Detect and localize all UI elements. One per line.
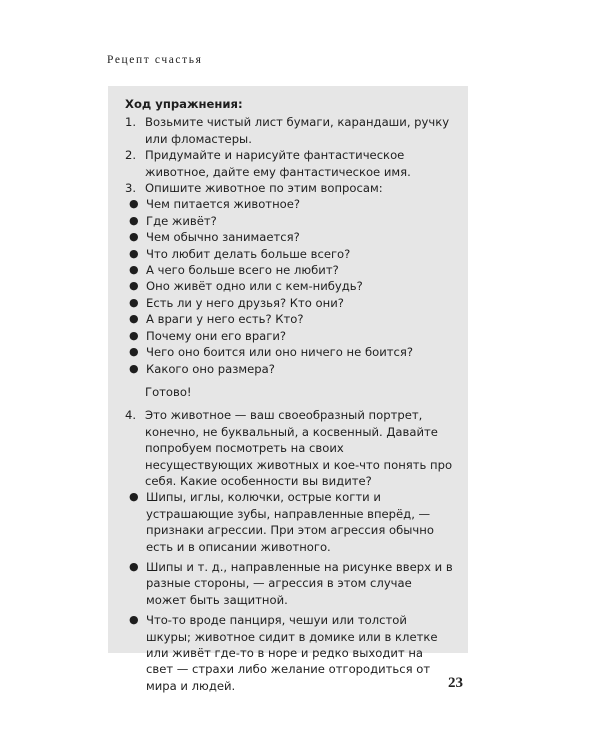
step-3: [125, 180, 453, 196]
step-2: [125, 147, 453, 180]
step-text: Возьмите чистый лист бумаги, карандаши, ручку или фломастеры.: [145, 115, 450, 146]
bullet-icon: ●: [129, 361, 139, 375]
question-list: [125, 196, 453, 376]
question-item: ● А чего больше всего не любит?: [129, 263, 339, 278]
exercise-content: [125, 96, 453, 694]
bullet-icon: ●: [129, 345, 139, 359]
running-head: Рецепт счастья: [107, 54, 203, 66]
interpretation-item: ● Что-то вроде панциря, чешуи или толстой шкуры; животное сидит в домике или в клетке или живёт где-то в норе и редко выходит на свет — страхи либо желание отгородиться от мира и людей.: [129, 613, 438, 693]
interpretation-item: ● Шипы и т. д., направленные на рисунке вверх и в разные стороны, — агрессия в этом случае может быть защитной.: [129, 559, 453, 607]
bullet-icon: ●: [129, 312, 139, 326]
step-1: [125, 114, 453, 147]
question-item: ● Чем питается животное?: [129, 197, 301, 212]
question-item: ● Чем обычно занимается?: [129, 230, 300, 245]
question-item: ● А враги у него есть? Кто?: [129, 312, 304, 327]
bullet-icon: ●: [129, 559, 139, 573]
page-number: 23: [448, 675, 463, 691]
step-number: 2.: [125, 148, 137, 163]
interpretation-list: [125, 489, 453, 694]
bullet-icon: ●: [129, 230, 139, 244]
bullet-icon: ●: [129, 263, 139, 277]
bullet-icon: ●: [129, 328, 139, 342]
step-text: Это животное — ваш своеобразный портрет, конечно, не буквальный, а косвенный. Давайте попробуем посмотреть на своих несуществующих животных и кое-что понять про себя. Какие особенности вы видите?: [145, 408, 453, 488]
question-item: ● Оно живёт одно или с кем-нибудь?: [129, 279, 363, 294]
question-item: ● Что любит делать больше всего?: [129, 246, 351, 261]
step-text: Опишите животное по этим вопросам:: [145, 181, 383, 196]
bullet-icon: ●: [129, 613, 139, 627]
bullet-icon: ●: [129, 197, 139, 211]
step-text: Придумайте и нарисуйте фантастическое животное, дайте ему фантастическое имя.: [145, 148, 411, 179]
exercise-heading: Ход упражнения:: [125, 97, 243, 111]
step-number: 3.: [125, 181, 137, 196]
question-item: ● Какого оно размера?: [129, 361, 275, 376]
step-number: 4.: [125, 408, 137, 423]
bullet-icon: ●: [129, 279, 139, 293]
step-number: 1.: [125, 115, 137, 130]
bullet-icon: ●: [129, 246, 139, 260]
question-item: ● Где живёт?: [129, 213, 217, 228]
bullet-icon: ●: [129, 295, 139, 309]
question-item: ● Чего оно боится или оно ничего не боится?: [129, 345, 413, 360]
interpretation-item: ● Шипы, иглы, колючки, острые когти и устрашающие зубы, направленные вперёд, — признаки агрессии. При этом агрессия обычно есть и в описании животного.: [129, 490, 434, 554]
done-text: Готово!: [145, 384, 192, 399]
bullet-icon: ●: [129, 490, 139, 504]
question-item: ● Почему они его враги?: [129, 328, 287, 343]
question-item: ● Есть ли у него друзья? Кто они?: [129, 295, 344, 310]
bullet-icon: ●: [129, 213, 139, 227]
step-4: [125, 407, 453, 489]
